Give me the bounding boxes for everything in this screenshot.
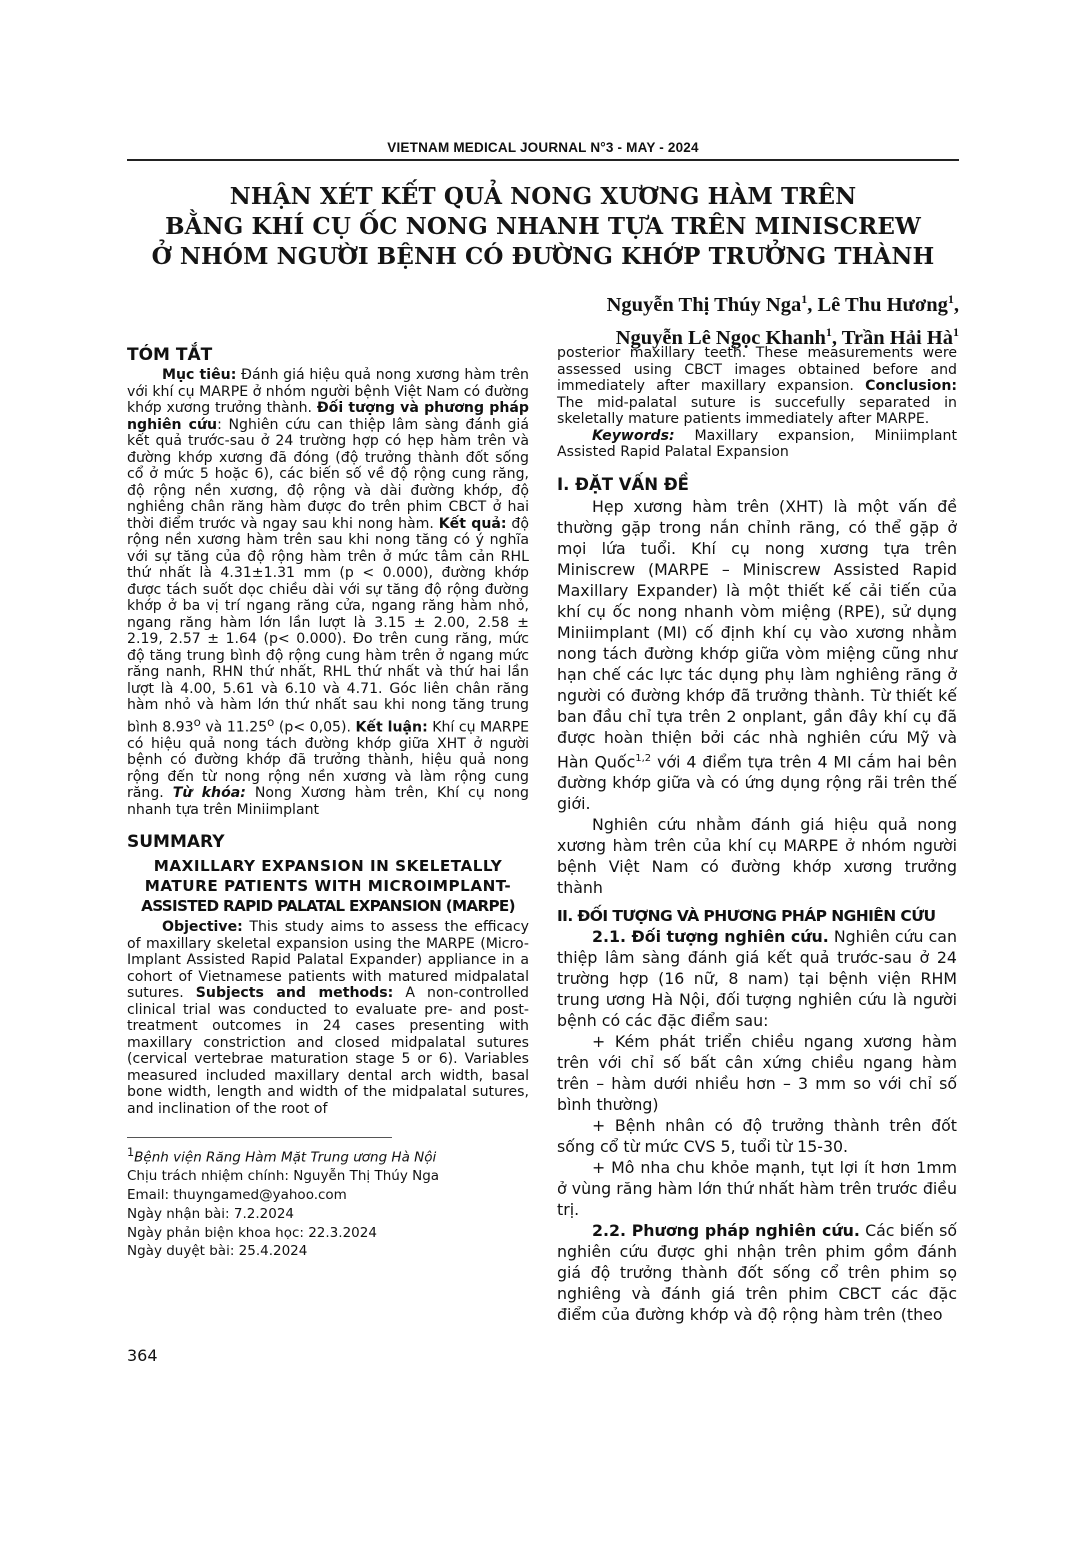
footnote-reviewed: Ngày phản biện khoa học: 22.3.2024: [127, 1224, 377, 1241]
text-muc-tieu: Đánh giá hiệu quả nong xương hàm trên với khí cụ MARPE ở nhóm người bệnh Việt Nam có đường khớp xương trưởng thành.: [127, 367, 529, 416]
label-tu-khoa: Từ khóa:: [172, 785, 246, 802]
summary-title: [127, 856, 529, 916]
text-keywords: Maxillary expansion, Miniimplant Assisted Rapid Palatal Expansion: [557, 427, 957, 460]
section-1-paragraph-1: [557, 496, 957, 814]
section-1-text-a: Hẹp xương hàm trên (XHT) là một vấn đề thường gặp trong nắn chỉnh răng, có thể gặp ở mọi lứa tuổi. Khí cụ nong xương tựa trên Miniscrew (MARPE – Miniscrew Assisted Rapid Maxillary Expander) là một thiết kế cải tiến của khí cụ ốc nong nhanh vòm miệng (RPE), sử dụng Miniimplant (MI) cố định khí cụ vào xương nhằm nong tách đường khớp giữa vòm miệng cũng như hạn chế các lực tác dụng phụ làm nghiêng răng ở người có đường khớp đã trưởng thành. Từ thiết kế ban đầu chỉ tựa trên 2 onplant, gần đây khí cụ đã được hoàn thiện bởi các nhà nghiên cứu Mỹ và Hàn Quốc: [557, 496, 957, 771]
degree-mark: o: [267, 714, 275, 729]
label-keywords: Keywords:: [592, 427, 675, 444]
citation-mark: 1,2: [635, 752, 652, 764]
heading-2-1: 2.1. Đối tượng nghiên cứu.: [592, 926, 829, 946]
section-2-1: [557, 926, 957, 1031]
author-3-affiliation: 1: [825, 324, 832, 339]
footnote-email: Email: thuyngamed@yahoo.com: [127, 1187, 347, 1204]
footnote-corresponding: Chịu trách nhiệm chính: Nguyễn Thị Thúy Nga: [127, 1168, 440, 1185]
abstract-en-continued: [557, 345, 957, 428]
author-3: Nguyễn Lê Ngọc Khanh: [615, 326, 826, 349]
label-doi-tuong: Đối tượng và phương pháp nghiên cứu: [127, 400, 529, 433]
left-column: [127, 345, 529, 1261]
affiliation-text: Bệnh viện Răng Hàm Mặt Trung ương Hà Nội: [134, 1149, 437, 1166]
section-2-heading: II. ĐỐI TƯỢNG VÀ PHƯƠNG PHÁP NGHIÊN CỨU: [557, 906, 936, 925]
section-2-2: [557, 1220, 957, 1325]
text-ket-qua: độ rộng nền xương hàm trên sau khi nong tăng có ý nghĩa với sự tăng của độ rộng hàm trên ở mức tâm cản RHL thứ nhất là 4.31±1.31 mm (p < 0.000), đường khớp được tách suốt dọc chiều dài với sự tăng độ rộng đường khớp ở ba vị trí ngang răng cửa, ngang răng hàm nhỏ, ngang răng hàm lớn lần lượt là 3.15 ± 2.00, 2.58 ± 2.19, 2.57 ± 1.64 (p< 0.000). Đo trên cung răng, mức độ tăng trung bình độ rộng cung hàm trên ở ngang mức răng nanh, RHN thứ nhất, RHL thứ nhất và thứ hai lần lượt là 4.00, 5.61 và 6.10 và 4.71. Góc liên chân răng hàm nhỏ và hàm lớn thứ nhất sau khi nong tăng trung bình 8.93: [127, 515, 529, 736]
page-number: 364: [127, 1346, 158, 1365]
section-1-heading: I. ĐẶT VẤN ĐỀ: [557, 474, 689, 494]
section-1-paragraph-2: Nghiên cứu nhằm đánh giá hiệu quả nong xương hàm trên của khí cụ MARPE ở nhóm người bệnh Việt Nam có đường khớp xương trưởng thành: [557, 814, 957, 897]
text-2-1: Nghiên cứu can thiệp lâm sàng đánh giá kết quả trước-sau ở 24 trường hợp (16 nữ, 8 nam) tại bệnh viện RHM trung ương Hà Nội, đối tượng nghiên cứu là người bệnh có các đặc điểm sau:: [557, 926, 957, 1030]
right-column: [557, 345, 957, 1325]
author-2: Lê Thu Hương: [817, 293, 948, 316]
label-objective: Objective:: [162, 919, 243, 936]
header-rule: [127, 159, 959, 161]
author-1: Nguyễn Thị Thúy Nga: [606, 293, 802, 316]
abstract-vi-heading: TÓM TẮT: [127, 345, 213, 365]
summary-title-a: MAXILLARY EXPANSION IN SKELETALLY MATURE PATIENTS WITH MICROIMPLANT-: [144, 857, 512, 896]
abstract-en-body: [127, 919, 529, 1117]
author-2-affiliation: 1: [947, 292, 954, 306]
text-ket-luan: Khí cụ MARPE có hiệu quả nong tách đường khớp giữa XHT ở người bệnh có đường khớp đã trưởng thành, hiệu quả nong rộng đến từ nong rộng nền xương và làm rộng cung răng.: [127, 719, 530, 802]
author-4: Trần Hải Hà: [841, 326, 953, 349]
section-1-text-b: với 4 điểm tựa trên 4 MI cắm hai bên đường khớp giữa và có ứng dụng rộng rãi trên thế giới.: [557, 751, 957, 813]
affiliation-mark: 1: [127, 1146, 135, 1160]
summary-title-b: ASSISTED RAPID PALATAL EXPANSION (MARPE): [141, 897, 515, 916]
heading-2-2: 2.2. Phương pháp nghiên cứu.: [592, 1220, 860, 1240]
author-line-1: [607, 286, 959, 319]
title-line-3: Ở NHÓM NGƯỜI BỆNH CÓ ĐƯỜNG KHỚP TRƯỞNG THÀNH: [151, 243, 935, 270]
footnote-received: Ngày nhận bài: 7.2.2024: [127, 1205, 295, 1222]
degree-mark: o: [193, 714, 201, 729]
text-conclusion: The mid-palatal suture is succefully separated in skeletally mature patients immediately after MARPE.: [557, 394, 957, 427]
label-conclusion: Conclusion:: [865, 378, 957, 394]
text-2-2: Các biến số nghiên cứu được ghi nhận trên phim gồm đánh giá độ trưởng thành đốt sống cổ trên phim sọ nghiêng và đánh giá trên phim CBCT các đặc điểm của đường khớp và độ rộng hàm trên (theo: [557, 1220, 957, 1324]
footnote-accepted: Ngày duyệt bài: 25.4.2024: [127, 1243, 308, 1260]
text-ket-qua-3: (p< 0,05).: [274, 719, 356, 736]
article-title: [127, 182, 959, 272]
criterion-2: + Bệnh nhân có độ trưởng thành trên đốt sống cổ từ mức CVS 5, tuổi từ 15-30.: [557, 1115, 957, 1156]
text-ket-qua-2: và 11.25: [200, 719, 268, 736]
label-ket-qua: Kết quả:: [438, 515, 507, 532]
footnote: [127, 1144, 529, 1261]
label-ket-luan: Kết luận:: [355, 719, 428, 736]
label-muc-tieu: Mục tiêu:: [162, 367, 237, 383]
summary-heading: SUMMARY: [127, 832, 225, 853]
author-separator: ,: [831, 326, 842, 349]
abstract-vi-body: [127, 367, 529, 818]
author-separator: ,: [807, 293, 818, 316]
text-doi-tuong: : Nghiên cứu can thiệp lâm sàng đánh giá kết quả trước-sau ở 24 trường hợp có hẹp hàm trên và đường khớp xương đã đóng (độ trưởng thành đốt sống cổ ở mức 5 hoặc 6), các biến số về độ rộng cung răng, độ rộng nền xương, độ rộng và dài đường khớp, độ nghiêng chân răng hàm được đo trên phim CBCT ở hai thời điểm trước và ngay sau khi nong hàm.: [127, 416, 529, 532]
title-line-2: BẰNG KHÍ CỤ ỐC NONG NHANH TỰA TRÊN MINISCREW: [165, 213, 921, 240]
footnote-rule: [127, 1137, 392, 1138]
text-continued: posterior maxillary teeth. These measurements were assessed using CBCT images obtained before and immediately after maxillary expansion.: [557, 345, 957, 394]
label-subjects: Subjects and methods:: [195, 985, 394, 1002]
criterion-3: + Mô nha chu khỏe mạnh, tụt lợi ít hơn 1mm ở vùng răng hàm lớn thứ nhất hàm trên trước điều trị.: [557, 1157, 957, 1219]
text-tu-khoa: Nong Xương hàm trên, Khí cụ nong nhanh tựa trên Miniimplant: [127, 785, 529, 818]
author-line-trail: ,: [953, 293, 959, 316]
abstract-en-keywords: [557, 428, 957, 461]
author-list: [607, 286, 959, 352]
criterion-1: + Kém phát triển chiều ngang xương hàm trên với chỉ số bất cân xứng chiều ngang hàm trên – hàm dưới nhiều hơn – 3 mm so với chỉ số bình thường): [557, 1031, 957, 1114]
text-subjects: A non-controlled clinical trial was conducted to evaluate pre- and post-treatment outcomes in 24 cases presenting with maxillary constriction and closed midpalatal sutures (cervical vertebrae maturation stage 5 or 6). Variables measured included maxillary dental arch width, basal bone width, length and width of the midpalatal sutures, and inclination of the root of: [127, 985, 529, 1117]
text-objective: This study aims to assess the efficacy of maxillary skeletal expansion using the MARPE (Micro-Implant Assisted Rapid Palatal Expander) appliance in a cohort of Vietnamese patients with matured midpalatal sutures.: [127, 919, 529, 1002]
title-line-1: NHẬN XÉT KẾT QUẢ NONG XƯƠNG HÀM TRÊN: [229, 183, 857, 210]
journal-header: VIETNAM MEDICAL JOURNAL N°3 - MAY - 2024: [387, 140, 699, 155]
author-4-affiliation: 1: [953, 324, 959, 339]
author-1-affiliation: 1: [801, 292, 808, 306]
footnote-affiliation: [127, 1144, 529, 1167]
